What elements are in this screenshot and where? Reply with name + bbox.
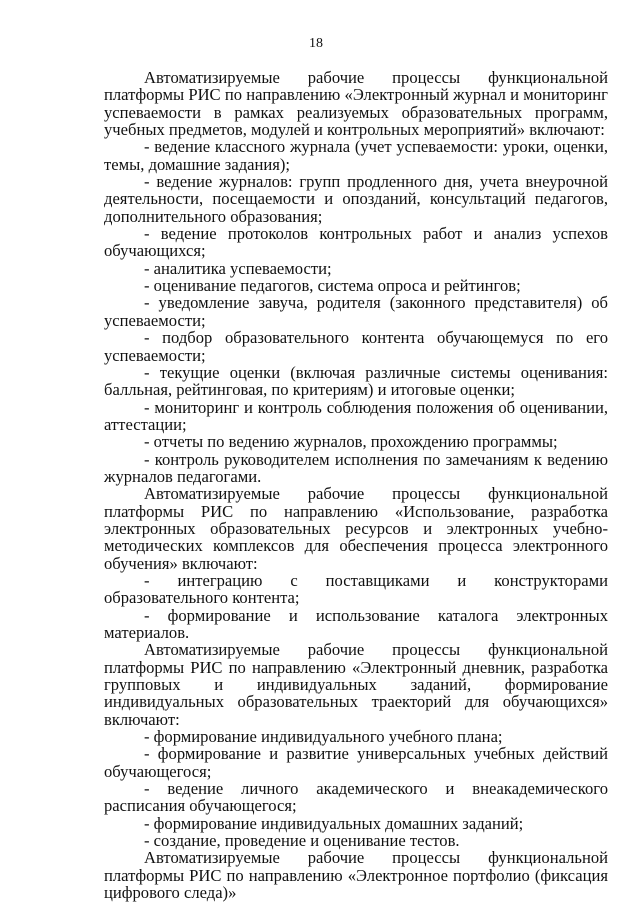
list-item: - ведение журналов: групп продленного дня, учета внеурочной деятельности, посещаемости и опозданий, консультаций педагогов, дополнительного образования; — [104, 172, 608, 226]
list-item: - формирование и развитие универсальных учебных действий обучающегося; — [104, 744, 608, 781]
page-number: 18 — [309, 36, 323, 51]
list-item: - оценивание педагогов, система опроса и рейтингов; — [144, 276, 521, 296]
list-item: - формирование и использование каталога электронных материалов. — [104, 605, 608, 642]
list-item: - ведение протоколов контрольных работ и анализ успехов обучающихся; — [104, 224, 608, 261]
paragraph-diary-intro: Автоматизируемые рабочие процессы функциональной платформы РИС по направлению «Электронный дневник, разработка групповых и индивидуальных заданий, формирование индивидуальных образовательных траекторий для обучающихся» включают: — [104, 640, 608, 729]
list-item: - уведомление завуча, родителя (законного представителя) об успеваемости; — [104, 293, 608, 330]
list-item: - интеграцию с поставщиками и конструкторами образовательного контента; — [104, 570, 608, 608]
list-item: - текущие оценки (включая различные системы оценивания: балльная, рейтинговая, по критериям) и итоговые оценки; — [104, 362, 608, 400]
paragraph-journal-intro: Автоматизируемые рабочие процессы функциональной платформы РИС по направлению «Электронный журнал и мониторинг успеваемости в рамках реализуемых образовательных программ, учебных предметов, модулей и контрольных мероприятий» включают: — [104, 68, 608, 140]
list-item: - формирование индивидуальных домашних заданий; — [144, 813, 524, 833]
list-item: - ведение личного академического и внеакадемического расписания обучающегося; — [104, 779, 608, 816]
list-item: - подбор образовательного контента обучающемуся по его успеваемости; — [104, 328, 608, 365]
list-item: - контроль руководителем исполнения по замечаниям к ведению журналов педагогами. — [104, 449, 608, 486]
paragraph-portfolio-intro: Автоматизируемые рабочие процессы функциональной платформы РИС по направлению «Электронное портфолио (фиксация цифрового следа)» — [104, 848, 608, 903]
paragraph-resources-intro: Автоматизируемые рабочие процессы функциональной платформы РИС по направлению «Использование, разработка электронных образовательных ресурсов и электронных учебно-методических комплексов для обеспечения процесса электронного обучения» включают: — [104, 484, 608, 573]
body-text — [104, 69, 608, 902]
list-item: - отчеты по ведению журналов, прохождению программы; — [144, 432, 558, 452]
list-item: - формирование индивидуального учебного плана; — [144, 727, 503, 747]
list-item: - аналитика успеваемости; — [144, 258, 332, 278]
list-item: - ведение классного журнала (учет успеваемости: уроки, оценки, темы, домашние задания); — [104, 137, 608, 174]
list-item: - мониторинг и контроль соблюдения положения об оценивании, аттестации; — [104, 397, 608, 434]
list-item: - создание, проведение и оценивание тестов. — [144, 831, 460, 851]
